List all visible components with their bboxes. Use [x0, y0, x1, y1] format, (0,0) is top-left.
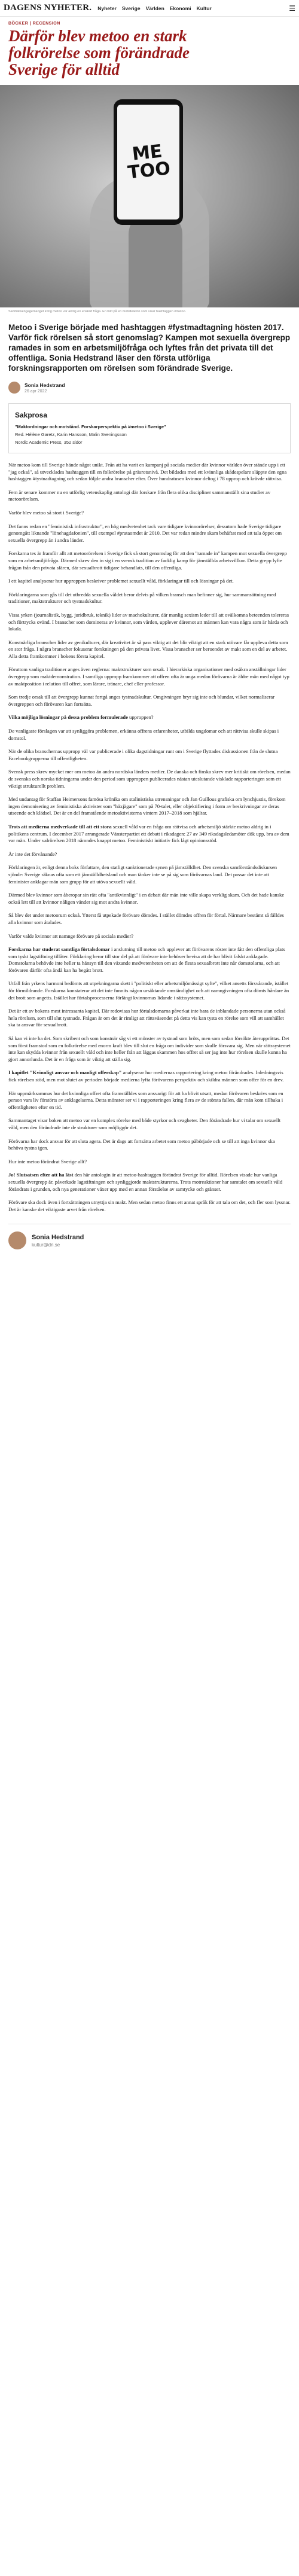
nav-item-ekonomi[interactable]: Ekonomi [169, 5, 191, 11]
body-paragraph: Sammantaget visar boken att metoo var en komplex rörelse med både styrkor och svagheter. Den förändrade hur vi talar om sexuellt våld, men den förändrade inte de strukturer som möjliggör det. [8, 1117, 281, 1130]
main-nav [97, 5, 285, 11]
paragraph-bold-lead: Trots att medierna medverkade till att ett stora [8, 823, 112, 830]
fact-box-editors: Red. Hélène Garetz, Karin Hansson, Malin Sveningsson [15, 432, 127, 437]
body-paragraph: Vissa yrken (journalistik, bygg, juridbruk, teknik) lider av machokulturer, där manlig sexism leder till att ovälkomna beteenden tolereras och förtrycks ovänd. I branscher som domineras av kvinnor, som vården, upplever däremot att männen kan vara några som är hårda och lokala. [8, 611, 289, 632]
site-logo[interactable]: DAGENS NYHETER. [4, 3, 92, 13]
body-paragraph: När metoo kom till Sverige hände något unikt. Från att ha varit en kampanj på sociala medier där kvinnor världen över stände upp i ett "jag också", så utvecklades hashtaggen till en folkrörelse på gräsrotsnivå. Det bildades med ett kvinnliga skådespelare släppte den egna hashtaggen #tystnadtagning och sedan följde andra branscher efter. Över hundratusen kvinnor deltog i 78 upprop och krävde rättvisa. [8, 462, 287, 482]
article [0, 22, 299, 1258]
author-footer [8, 1224, 291, 1249]
nav-item-nyheter[interactable]: Nyheter [97, 5, 117, 11]
fact-box [8, 403, 291, 453]
body-paragraph: Varför blev metoo så stort i Sverige? [8, 509, 84, 516]
author-footer-name[interactable]: Sonia Hedstrand [32, 1233, 84, 1241]
body-paragraph: Fem år senare kommer nu en utförlig vetenskaplig antologi där forskare från flera olika discipliner sammanställt sina studier av metoorörelsen. [8, 489, 271, 502]
body-paragraph: Varför valde kvinnor att namnge förövare på sociala medier? [8, 932, 134, 939]
body-paragraph: Föruttom vanliga traditioner anges även reglerna: maktstrukturer som orsak. I hierarkiska organisationer med osäkra anställningar lider övergrepp som maktdemonstration. I samtliga uppropp framkommer att offren ofta är unga medan förövarna är äldre män med något typ av maktposition i relation till offret, som lärare, tränare, chef eller professor. [8, 666, 289, 687]
fact-box-book-title: "Maktordningar och motstånd. Forskarperspektiv på #metoo i Sverige" [15, 424, 166, 429]
body-paragraph: Konstnärliga branscher lider av genikulturer, där kreativitet är så pass viktig att det blir viktigt att en stark utövare får uppleva detta som en stor fråga. I några branscher fokuserar forskningen på den privata livet. Vissa branscher ser beroendet av makt som en del av arbetet. Alla detta framkommer i bokens första kapitel. [8, 639, 288, 659]
body-paragraph: Forskarna har studerat samtliga förtalsdomar i anslutning till metoo och upplever att förövarens röster inte fått den offentliga plats som tyskt lagstiftning tillåter. Förklaring beror till stor del på att förövare inte behöver bevisa att de har blivit falskt anklagade. Domstolarna behövde inte heller ta hänsyn till den växande medvetenheten om att de flesta sexualbrott inte når domstolarna, och att förövaren därför ofta ändå kan ha begått brott. [8, 946, 285, 973]
body-paragraph: När de olika branschernas uppropp väl var publicerade i olika dagstidningar runt om i Sverige flyttades diskussionen från de slutna Facebookgrupperna till offentligheten. [8, 748, 278, 761]
fact-box-publisher: Nordic Academic Press, 352 sidor [15, 440, 83, 445]
body-paragraph: Vilka möjliga lösningar på dessa problem formulerade upproppen? [8, 714, 154, 721]
hamburger-menu-icon[interactable]: ☰ [289, 4, 295, 13]
body-paragraph: I kapitlet "Kvinnligt ansvar och manligt offerskap" analyserar hur mediernas rapportering kring metoo förändrades. Inledningsvis fick rörelsen stöd, men mot slutet av perioden började medierna lyfta förövarens perspektiv och skildra männen som offer för en drev. [8, 1069, 284, 1083]
article-lead: Metoo i Sverige började med hashtaggen #fystmadtagning hösten 2017. Varför fick rörelsen så stort genomslag? Kampen mot sexuella övergrepp ramades in som en arbetsmiljöfråga och lyftes från det privata till det offentliga. Sonia Hedstrand läser den första utförliga forskningsrapporten om rörelsen som förändrade Sverige. [8, 323, 291, 373]
body-paragraph: Förövare ska dock även i fortsättningen utnyttja sin makt. Men sedan metoo finns ett annat språk för att tala om det, och fler som lyssnar. Det är kanske det viktigaste arvet från rörelsen. [8, 1199, 291, 1212]
paragraph-bold-lead: Vilka möjliga lösningar på dessa problem formulerade [8, 714, 128, 721]
body-paragraph: Hur inte metoo förändrat Sverige allt? [8, 1158, 87, 1164]
fact-box-title: Sakprosa [15, 411, 48, 419]
body-paragraph: Förklaringarna som gås till det utbredda sexuella våldet beror delvis på vilken bransch man befinner sig, hur sammansättning med traditioner, maktstrukturer och tystnadskultur. [8, 591, 276, 605]
nav-item-varlden[interactable]: Världen [145, 5, 164, 11]
paragraph-bold-lead: Jo! Slutsatsen efter att ha läst [8, 1172, 74, 1178]
body-paragraph: Forskarna tes är framför allt att metoorörelsen i Sverige fick så stort genomslag för att den "ramade in" kampen mot sexuella övergrepp som en arbetsmiljöfråga. Därmed skrev den in sig i en svensk tradition av facklig kamp för jämställda arbetsvillkor. Detta grepp lyfte frågan från den privata sfären, där sexualbrott tidigare behandlats, till den offentliga. [8, 550, 287, 571]
byline [8, 382, 291, 394]
author-avatar[interactable] [8, 382, 20, 394]
body-paragraph: År inte det förvånande? [8, 850, 57, 857]
body-paragraph: Som tredje orsak till att övergrepp kunnat fortgå anges tystnadskultur. Omgivningen bryr sig inte och blundar, vilket normaliserar övergreppen och förövaren kan fortsätta. [8, 694, 275, 707]
body-paragraph: Utfall från yrkens harmoni bedömts att utpekningarna skett i "politiskt eller arbetsmiljömässigt syfte", vilket ansetts försvårande, istället för förmildrande. Forskarna konstaterar att det inte funnits någon ursäktande omständighet och att namngivningen ofta dömts hårdare än det brott som angetts. Istället har förtalsprocesserna förlängt kvinnornas lidande i rättssystemet. [8, 980, 289, 1001]
article-headline: Därför blev metoo en stark folkrörelse som förändrade Sverige för alltid [8, 27, 190, 78]
body-paragraph: Med undantag för Staffan Heimersons famösa krönika om stalinistiska utrensningar och Jan Guillous grafiska om lynchjustis, förekom ingen demonisering av feministiska aktivister som "häxjägare" som på 70-talet, eller objektifiering i form av beskrivningar av deras utseende och klädsel. Det är en del framstående metoaktivisterna vintern 2017–2018 som hjältar. [8, 796, 286, 816]
author-footer-email[interactable]: kultur@dn.se [32, 1242, 60, 1248]
body-paragraph: Förövarna har dock ansvar för att sluta agera. Det är dags att fortsätta arbetet som metoo påbörjade och se till att inga kvinnor ska behöva tystna igen. [8, 1138, 275, 1151]
paragraph-bold-lead: Forskarna har studerat samtliga förtalsdomar [8, 946, 110, 953]
phone-screen-text: ME TOO [127, 141, 172, 184]
byline-date: 26 apr 2022 [25, 389, 47, 394]
top-navigation-bar [0, 0, 299, 17]
bottom-spacer [8, 1249, 291, 1258]
author-footer-avatar[interactable] [8, 1231, 26, 1249]
body-paragraph: Här uppmärksammas hur det kvinnliga offret ofta framställdes som ansvarigt för att ha blivit utsatt, medan förövaren beskrivs som en person vars liv förstörts av anklagelserna. Detta mönster ser vi i rapporteringen kring flera av de största fallen, där män kom tillbaka i offentligheten efter en tid. [8, 1090, 283, 1110]
body-paragraph: Förklaringen är, enligt denna boks författare, den statligt sanktionerade synen på jämställdhet. Den svenska samförståndsdiskursen sjönde: Sverige räknas ofta som ett jämställdhetsland och man tänker inte se på sig som förövarnas land. Det passar det inte att feminister anklagar män som grupp för att utöva sexuellt våld. [8, 864, 277, 885]
hand-thumb-shape [129, 211, 182, 307]
body-paragraph: De vanligaste förslagen var att synliggöra problemen, erkänna offrens erfarenheter, utbilda ungdomar och att rättvisa skulle skipas i domstol. [8, 728, 279, 741]
body-paragraph: Trots att medierna medverkade till att ett stora sexuell våld var en fråga om rättvisa och arbetsmiljö stärkte metoo aldrig in i politikens centrum. I december 2017 arrangerade Vänsterpartiet ett debatt i riksdagen: 27 av 349 riksdagsledamöter dök upp, bra av dem var män. Under valrörelsen 2018 nämndes knappt metoo. Feministiskt initiativ fick lågt opinionsstöd. [8, 823, 289, 844]
image-caption: Samhällsengagemanget kring metoo var aldrig en enskild fråga. En bild på en mobiltelefon som visar hashtaggen #metoo. [8, 310, 187, 313]
paragraph-bold-lead: I kapitlet "Kvinnligt ansvar och manligt offerskap" [8, 1069, 122, 1076]
phone-illustration [114, 99, 183, 225]
body-paragraph: Det fanns redan en "feministisk infrastruktur", en hög medvetenhet tack vare tidigare kvinnorörelser, dessutom hade Sverige tidigare genomgått liknande "lönehagdafonien", till exempel #prataomdet år 2010. Det var redan mindre skam behäftat med att tala öppet om sexuella övergrepp än i andra länder. [8, 523, 282, 543]
nav-item-kultur[interactable]: Kultur [196, 5, 212, 11]
body-paragraph: Så blev det under metoorum också. Ytterst få utpekade förövare dömdes. I stället dömdes offren för förtal. Närmare bestämt så fälldes alla kvinnor som åtalades. [8, 912, 284, 925]
body-paragraph: Svensk press skrev mycket mer om metoo än andra nordiska länders medier. De danska och finska skrev mer kritiskt om rörelsen, medan de svenska och norska tidningarna under den period som upproppen publicerades nästan uteslutande visklade rapporteringen som ett viktigt strukturellt problem. [8, 769, 291, 789]
body-paragraph: Därmed blev kvinnor som åberopar sin rätt ofta "antikvinnligt" i en debatt där män inte ville skapa verklig skam. Och det hade kanske också lett till att kvinnor nåligen vänder sig mot andra kvinnor. [8, 892, 285, 905]
article-body [8, 462, 291, 1213]
byline-author[interactable]: Sonia Hedstrand [25, 382, 65, 388]
body-paragraph: Jo! Slutsatsen efter att ha läst den här antologin är att metoo-hashtaggen förändrat Sverige för alltid. Rörelsen visade hur vanliga sexuella övergrepp är, påverkade lagstiftningen och synliggjorde maktstrukturerna. Trots motreaktioner har samtalet om sexuellt våld förändrats i grunden, och nya generationer växer upp med en annan förståelse av samtycke och gränser. [8, 1172, 283, 1192]
body-paragraph: I ett kapitel analyserar hur upproppen beskriver problemet sexuellt våld, förklaringar till och lösningar på det. [8, 578, 234, 584]
body-paragraph: Så kan vi inte ha det. Som skribent och som konstnär såg vi ett mönster av tystnad som bröts, men som sedan försökte återupprättas. Det som först framstod som en folkrörelse med enorm kraft blev till slut en fråga om individer som skulle försvara sig. Men när rättssystemet inte kan skydda kvinnor från sexuellt våld och inte heller från att läggas skammen hos offret så ser jag inte hur rörelsen skulle kunna ha gjort annorlunda. Det är en fråga som är viktig att ställa sig. [8, 1035, 291, 1062]
nav-item-sverige[interactable]: Sverige [121, 5, 141, 11]
phone-screen [117, 105, 179, 220]
body-paragraph: Det är ett av bokens mest intressanta kapitel. Där redovisas hur förtalsdomarna påverkat inte bara de inblandade personerna utan också hela rörelsen, som till slut tystnade. Frågan är om det är rimligt att rättsväsendet på detta vis kan tysta en rörelse som vill att samhället ska ta ansvar för sexualbrott. [8, 1008, 286, 1028]
article-kicker[interactable]: BÖCKER | RECENSION [8, 22, 60, 26]
hero-image [0, 85, 299, 307]
